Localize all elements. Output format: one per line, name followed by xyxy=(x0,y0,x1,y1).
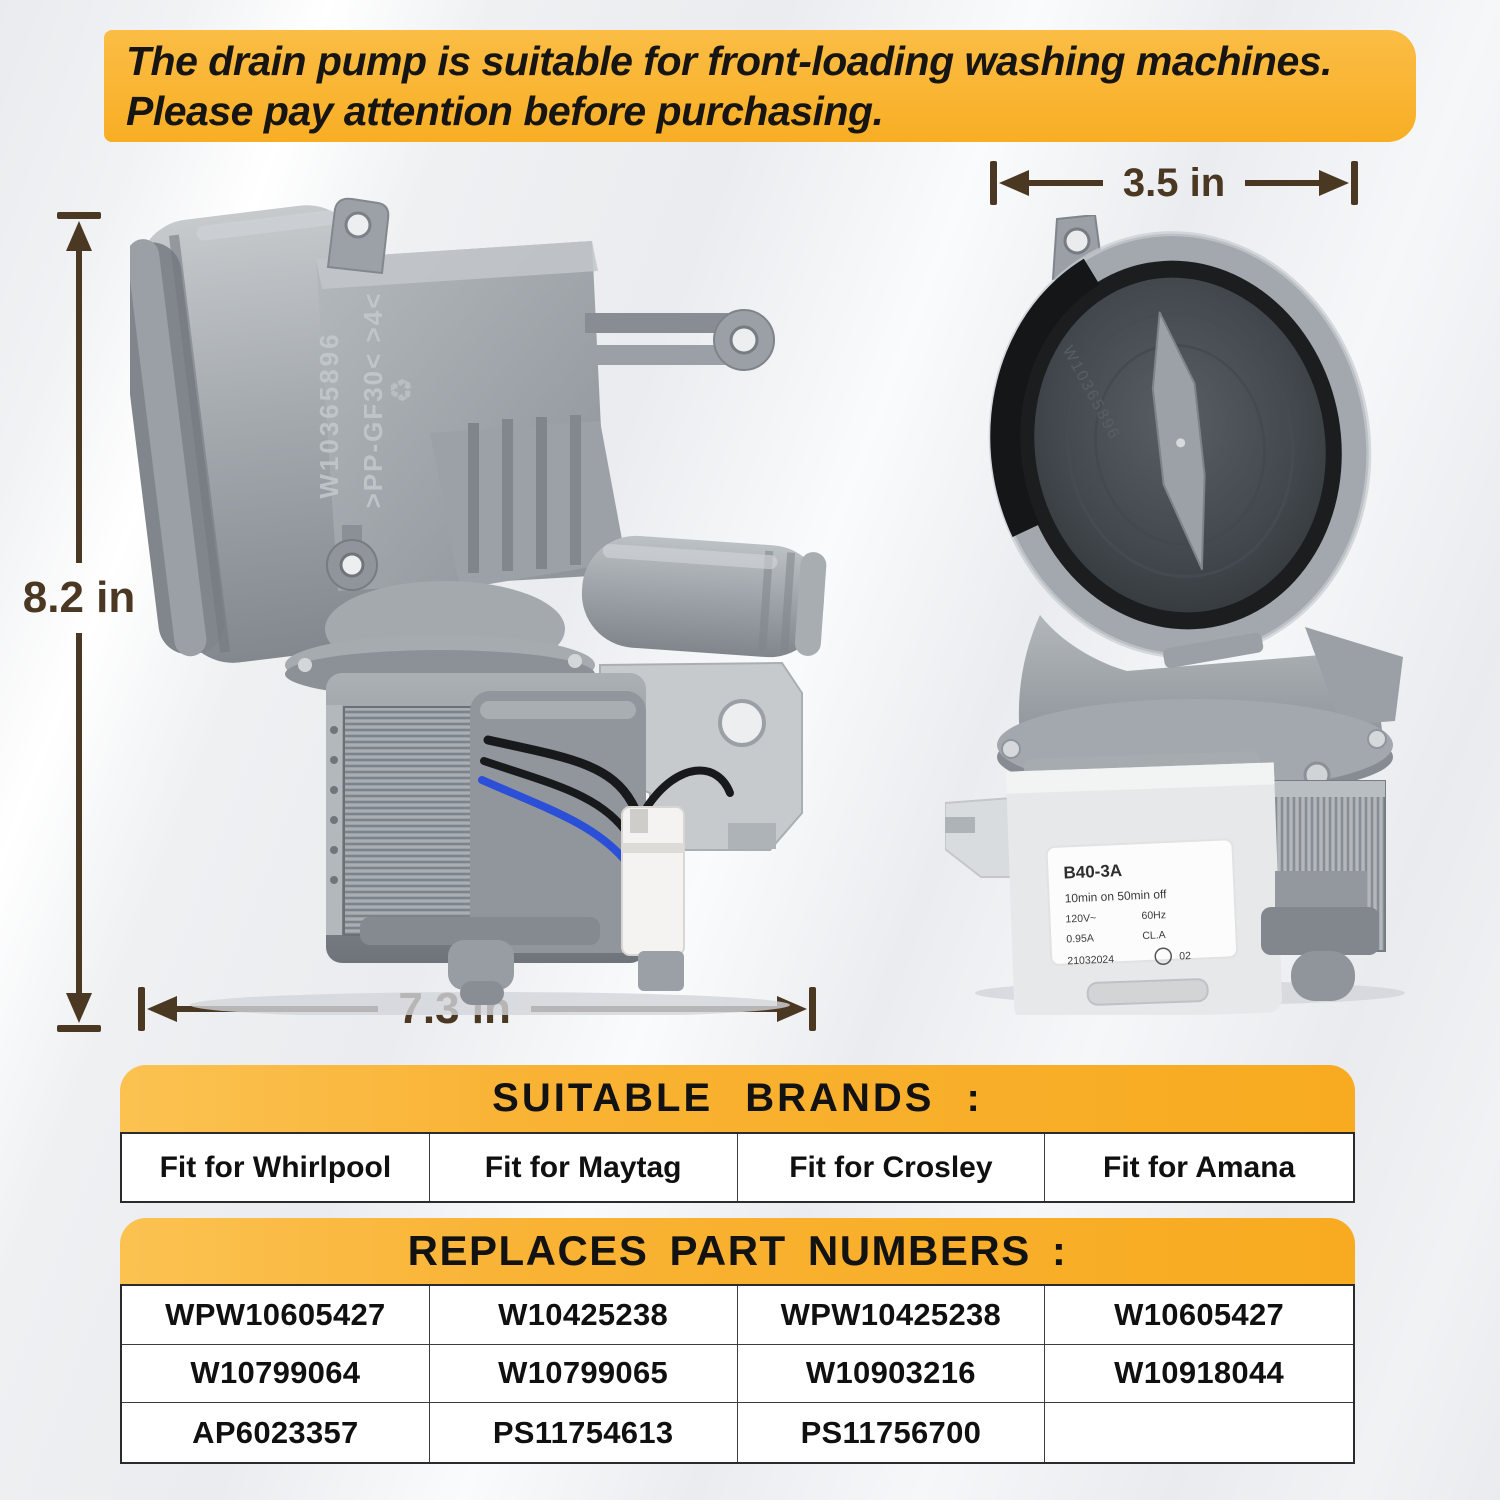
port-diameter-dimension xyxy=(990,160,1358,206)
dim-arrow-right-icon xyxy=(1319,170,1349,196)
wire-connector xyxy=(622,807,684,991)
part-number-cell: WPW10425238 xyxy=(738,1286,1046,1345)
part-number-cell: AP6023357 xyxy=(122,1403,430,1462)
part-numbers-header xyxy=(120,1218,1355,1284)
recycling-icon: ♻ xyxy=(386,376,419,404)
brand-cell: Fit for Crosley xyxy=(738,1134,1046,1201)
part-number-cell: W10903216 xyxy=(738,1345,1046,1404)
flange-bolt xyxy=(1368,730,1386,748)
flange-bolt xyxy=(298,658,312,672)
drain-pump-front-photo xyxy=(945,215,1425,1015)
flange-bolt xyxy=(568,654,582,668)
suitable-brands-table xyxy=(120,1132,1355,1203)
part-number-cell: WPW10605427 xyxy=(122,1286,430,1345)
motor xyxy=(326,673,646,963)
embossed-part-number: W10365896 xyxy=(314,331,344,499)
mounting-tab-top xyxy=(328,199,388,273)
dim-arrow-down-icon xyxy=(66,993,92,1023)
brand-cell: Fit for Maytag xyxy=(430,1134,738,1201)
drain-pump-side-photo xyxy=(130,195,830,1015)
brand-cell: Fit for Whirlpool xyxy=(122,1134,430,1201)
label-current: 0.95A xyxy=(1066,932,1095,946)
drain-hose-barb xyxy=(578,532,827,661)
mounting-arm xyxy=(585,310,774,370)
flange-bolt xyxy=(1002,740,1020,758)
height-dimension-label: 8.2 in xyxy=(22,573,136,623)
rating-label xyxy=(1046,839,1237,969)
suitable-brands-header xyxy=(120,1065,1355,1132)
motor-foot-tip xyxy=(460,981,504,1005)
label-suffix: 02 xyxy=(1179,950,1192,963)
dim-end-bar xyxy=(1351,161,1358,205)
notice-line-2: Please pay attention before purchasing. xyxy=(126,88,884,134)
label-voltage: 120V~ xyxy=(1065,912,1097,926)
dim-end-bar xyxy=(57,1025,101,1032)
dim-line xyxy=(1029,180,1103,186)
label-date-code: 21032024 xyxy=(1067,953,1115,968)
dim-end-bar xyxy=(990,161,997,205)
part-number-cell xyxy=(1045,1403,1353,1462)
part-numbers-table xyxy=(120,1284,1355,1464)
notice-line-1: The drain pump is suitable for front-loading washing machines. xyxy=(126,38,1332,84)
part-number-cell: W10918044 xyxy=(1045,1345,1353,1404)
notice-banner xyxy=(104,30,1416,142)
part-numbers-title: REPLACES PART NUMBERS : xyxy=(407,1227,1068,1274)
label-model: B40-3A xyxy=(1063,860,1123,883)
part-number-cell: PS11754613 xyxy=(430,1403,738,1462)
dim-line xyxy=(1245,180,1319,186)
part-number-cell: W10605427 xyxy=(1045,1286,1353,1345)
pump-port-opening xyxy=(958,215,1403,692)
label-duty: 10min on 50min off xyxy=(1064,887,1167,906)
port-diameter-label: 3.5 in xyxy=(1122,160,1226,205)
embossed-material-code: >PP-GF30< >4< xyxy=(358,291,388,509)
part-number-cell: W10799064 xyxy=(122,1345,430,1404)
dim-arrow-left-icon xyxy=(999,170,1029,196)
dim-line xyxy=(76,633,82,993)
embossed-part-number: W10365896 xyxy=(1058,343,1123,444)
label-frequency: 60Hz xyxy=(1141,909,1167,923)
suitable-brands-title: SUITABLE BRANDS : xyxy=(492,1076,983,1120)
label-insulation-class: CL.A xyxy=(1142,929,1166,943)
part-number-cell: W10425238 xyxy=(430,1286,738,1345)
dim-line xyxy=(76,251,82,563)
dim-end-bar xyxy=(57,212,101,219)
part-number-cell: PS11756700 xyxy=(738,1403,1046,1462)
brand-cell: Fit for Amana xyxy=(1045,1134,1353,1201)
dim-arrow-up-icon xyxy=(66,221,92,251)
part-number-cell: W10799065 xyxy=(430,1345,738,1404)
